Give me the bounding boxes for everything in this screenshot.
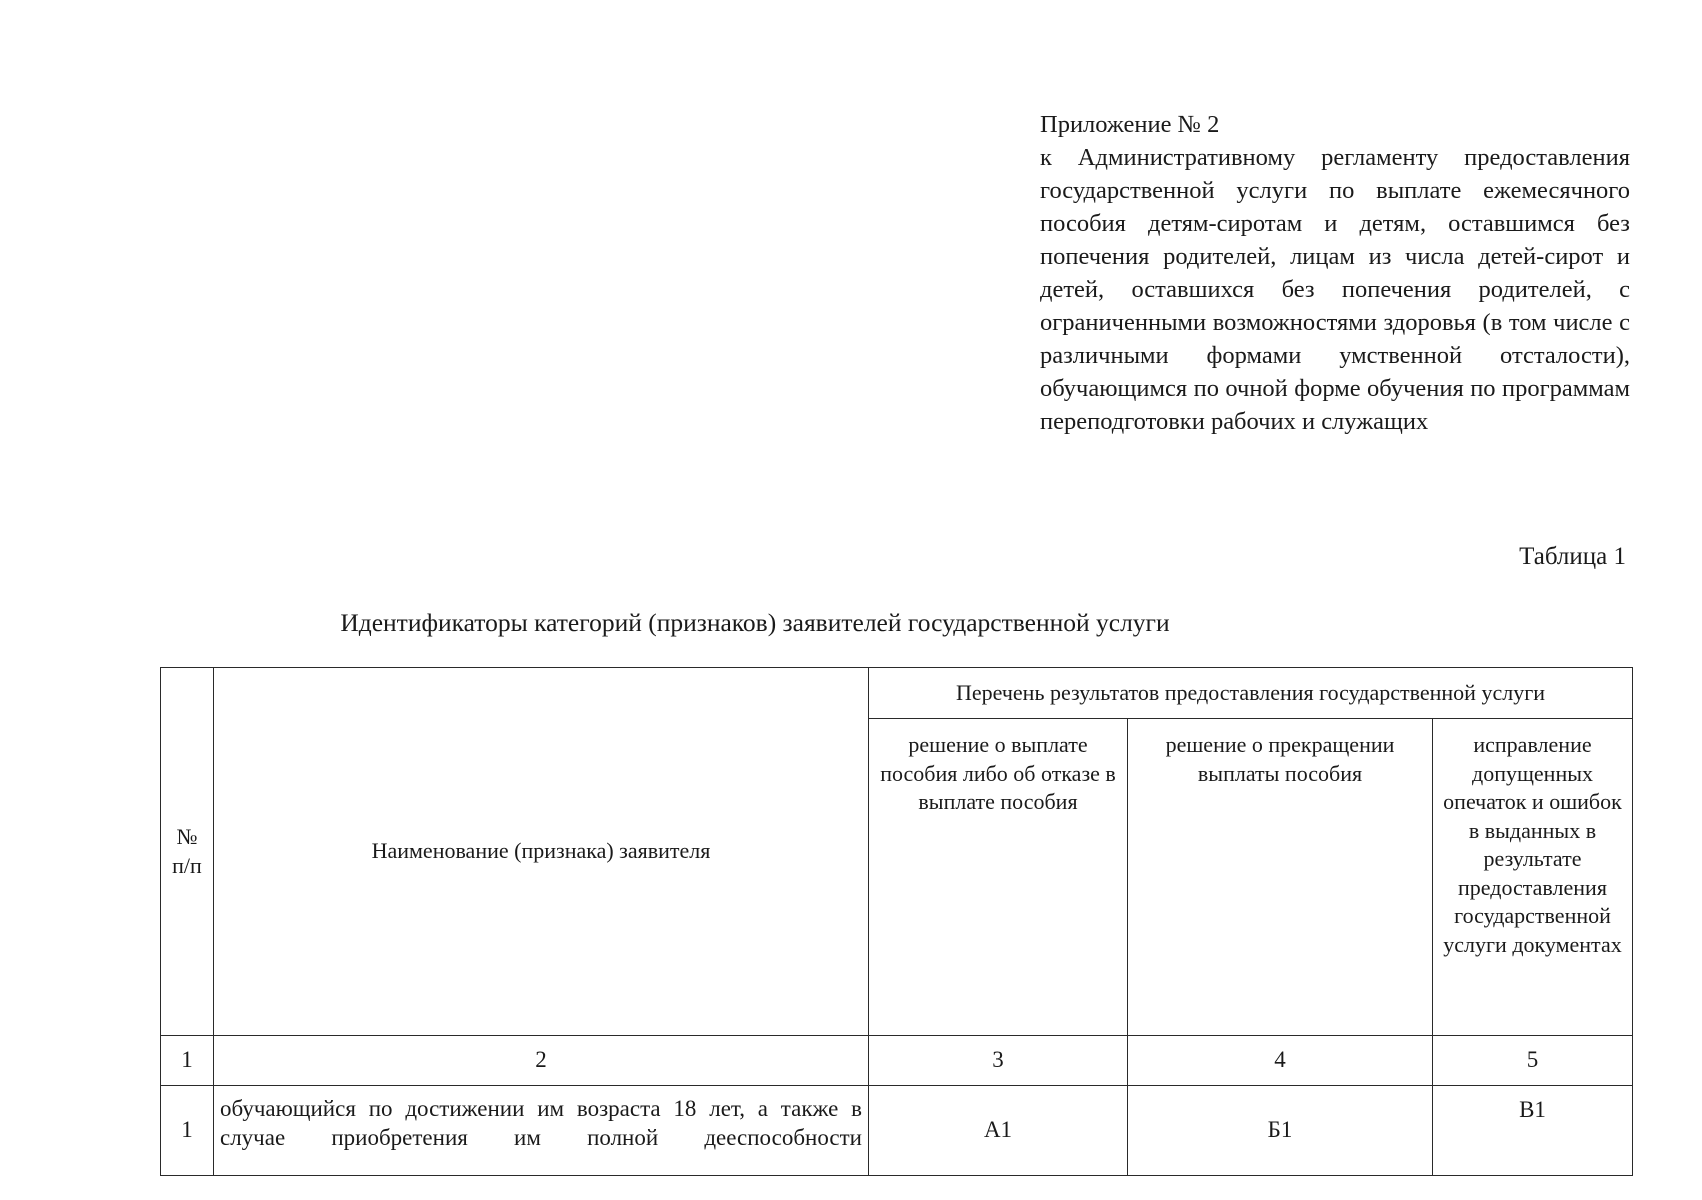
column-number-cell: 4 [1128, 1036, 1433, 1086]
header-number: № п/п [161, 668, 214, 1036]
annex-block [1040, 108, 1630, 438]
table-number: Таблица 1 [1519, 543, 1626, 570]
annex-title: Приложение № 2 [1040, 111, 1220, 138]
header-results-group: Перечень результатов предоставления государственной услуги [869, 668, 1633, 719]
header-result-corrections: исправление допущенных опечаток и ошибок в выданных в результате предоставления государственной услуги документах [1433, 719, 1633, 1036]
column-number-cell: 3 [869, 1036, 1128, 1086]
row-applicant: обучающийся по достижении им возраста 18 лет, а также в случае приобретения им полной дееспособности [214, 1086, 869, 1176]
column-number-cell: 2 [214, 1036, 869, 1086]
row-number: 1 [161, 1086, 214, 1176]
annex-text: к Административному регламенту предоставления государственной услуги по выплате ежемесячного пособия детям-сиротам и детям, оставшимся без попечения родителей, лицам из числа детей-сирот и детей, оставшихся без попечения родителей, с ограниченными возможностями здоровья (в том числе с различными формами умственной отсталости), обучающимся по очной форме обучения по программам переподготовки рабочих и служащих [1040, 144, 1630, 435]
header-applicant: Наименование (признака) заявителя [214, 668, 869, 1036]
column-number-cell: 1 [161, 1036, 214, 1086]
table-row [161, 1086, 1633, 1176]
header-result-termination-decision: решение о прекращении выплаты пособия [1128, 719, 1433, 1036]
row-code-corrections: В1 [1433, 1086, 1633, 1176]
row-code-termination: Б1 [1128, 1086, 1433, 1176]
column-numbers-row [161, 1036, 1633, 1086]
header-row-1 [161, 668, 1633, 719]
document-title: Идентификаторы категорий (признаков) заявителей государственной услуги [340, 608, 1170, 637]
applicant-categories-table [160, 667, 1633, 1176]
column-number-cell: 5 [1433, 1036, 1633, 1086]
row-code-payment: А1 [869, 1086, 1128, 1176]
header-result-payment-decision: решение о выплате пособия либо об отказе в выплате пособия [869, 719, 1128, 1036]
